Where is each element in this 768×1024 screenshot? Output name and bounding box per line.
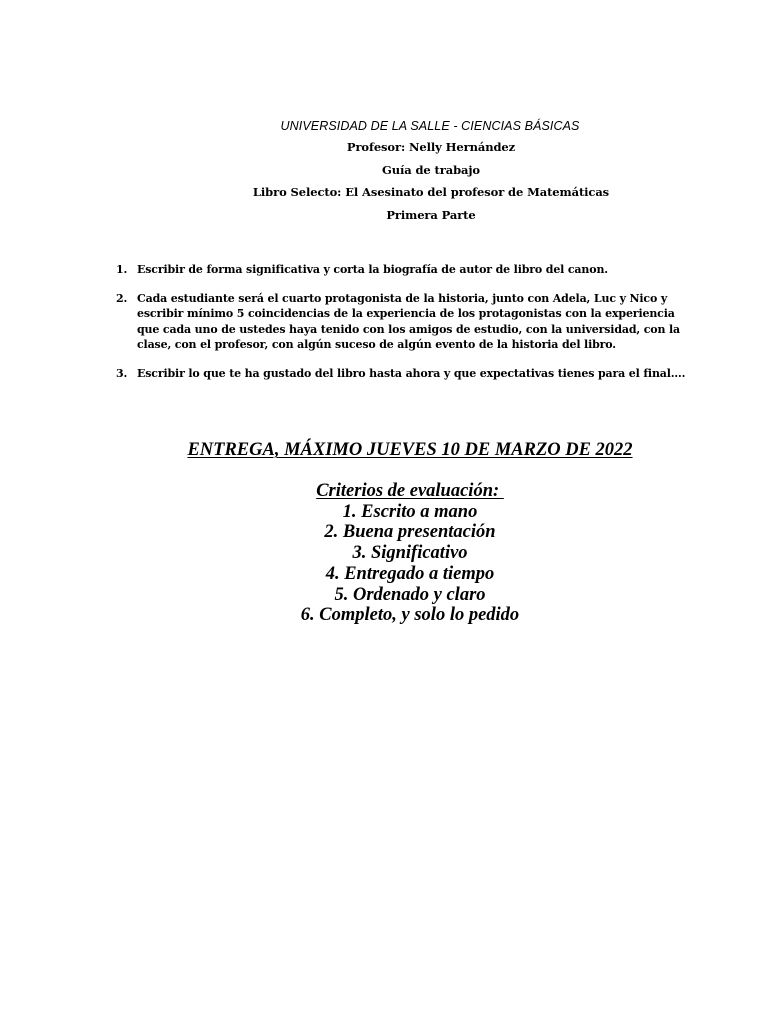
instruction-item — [116, 366, 696, 382]
instruction-number: 2. — [116, 291, 128, 305]
instruction-number: 3. — [116, 366, 128, 380]
instruction-list — [116, 262, 696, 395]
guide-title: Guía de trabajo — [381, 163, 480, 177]
instruction-text: Escribir de forma significativa y corta la biografía de autor de libro del canon. — [137, 263, 608, 276]
criteria-list — [0, 502, 768, 626]
instruction-item — [116, 262, 696, 278]
deadline-heading: ENTREGA, MÁXIMO JUEVES 10 DE MARZO DE 2022 — [187, 440, 633, 460]
part-line: Primera Parte — [386, 208, 476, 222]
criteria-title: Criterios de evaluación: — [316, 481, 504, 501]
book-line: Libro Selecto: El Asesinato del profesor de Matemáticas — [252, 185, 610, 199]
instruction-text: Escribir lo que te ha gustado del libro hasta ahora y que expectativas tienes para el final…. — [137, 366, 686, 380]
criteria-item: 4. Entregado a tiempo — [325, 563, 495, 584]
professor-line: Profesor: Nelly Hernández — [346, 140, 516, 154]
criteria-item: 1. Escrito a mano — [342, 501, 478, 522]
evaluation-criteria — [0, 481, 768, 626]
university-heading: UNIVERSIDAD DE LA SALLE - CIENCIAS BÁSICAS — [280, 119, 580, 133]
criteria-item: 5. Ordenado y claro — [334, 584, 486, 605]
instruction-item — [116, 291, 696, 353]
instruction-number: 1. — [116, 263, 128, 276]
instruction-text: Cada estudiante será el cuarto protagonista de la historia, junto con Adela, Luc y Nico y escribir mínimo 5 coincidencias de la experiencia de los protagonistas con la experiencia que cada uno de ustedes haya tenido con los amigos de estudio, con la universidad, con la clase, con el profesor, con algún suceso de algún evento de la historia del libro. — [137, 291, 681, 352]
criteria-item: 3. Significativo — [352, 543, 468, 564]
criteria-item: 2. Buena presentación — [324, 522, 496, 543]
criteria-item: 6. Completo, y solo lo pedido — [300, 605, 520, 626]
